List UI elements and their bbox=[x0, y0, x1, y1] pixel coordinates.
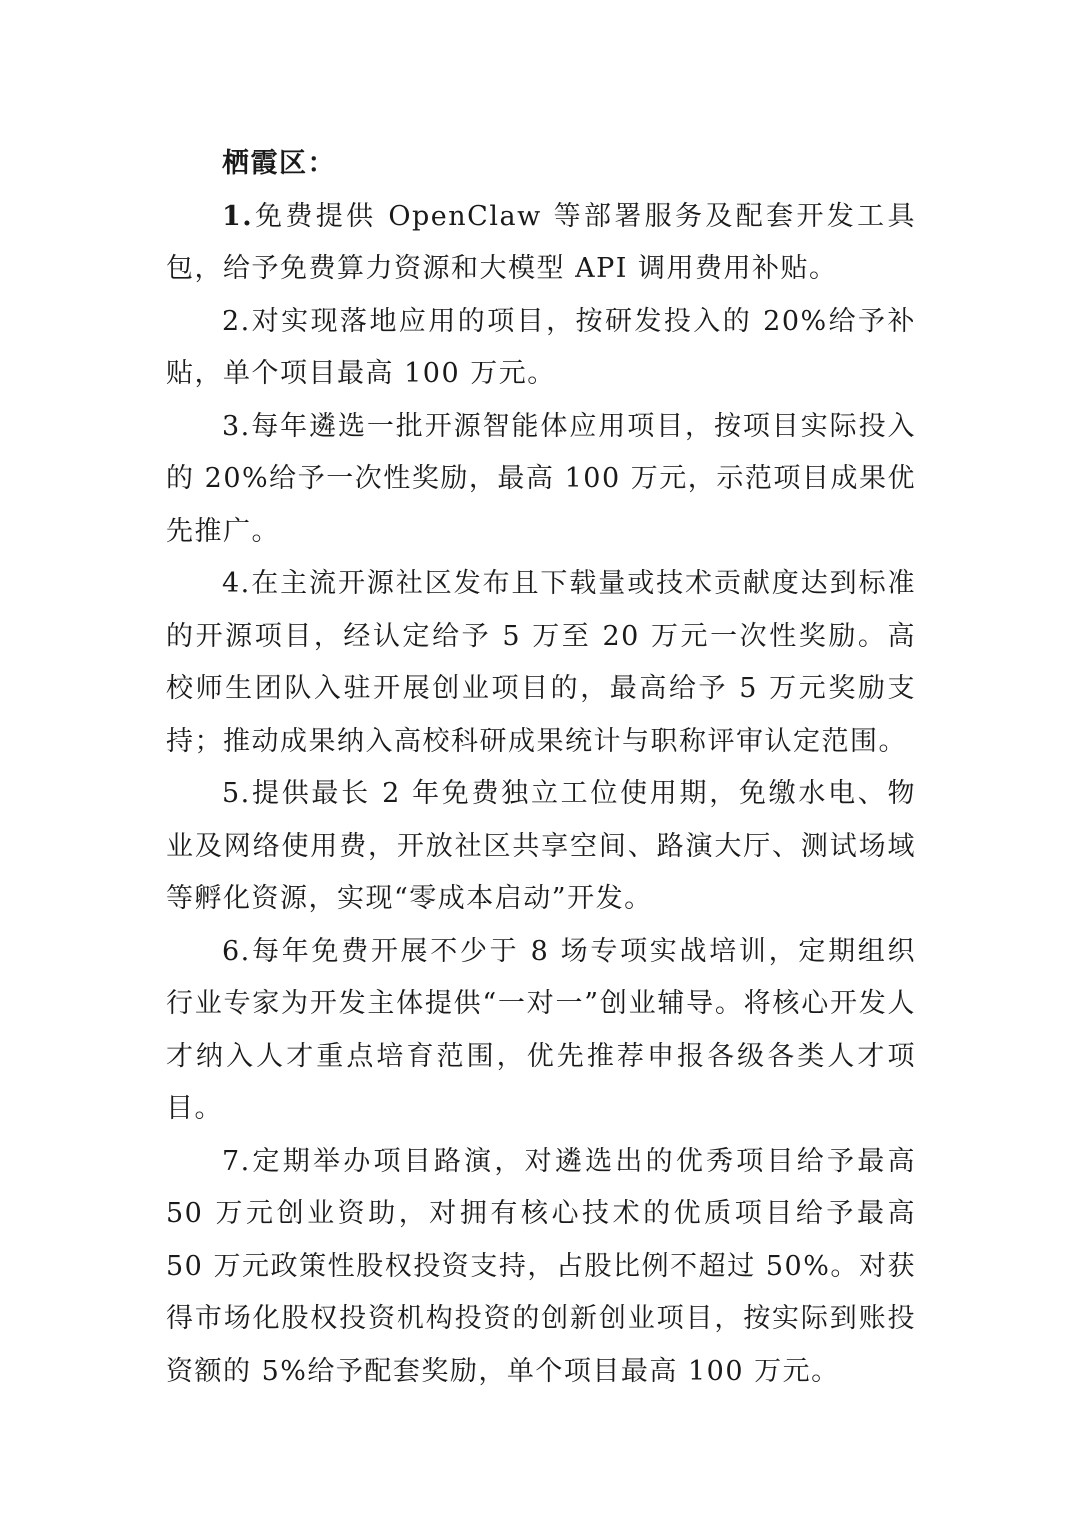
item-number: 7. bbox=[222, 1145, 251, 1177]
item-text: 每年遴选一批开源智能体应用项目，按项目实际投入的 20%给予一次性奖励，最高 100 万元，示范项目成果优先推广。 bbox=[166, 410, 916, 547]
item-number: 5. bbox=[222, 778, 251, 809]
policy-item-5 bbox=[166, 768, 916, 926]
item-text: 每年免费开展不少于 8 场专项实战培训，定期组织行业专家为开发主体提供“一对一”创业辅导。将核心开发人才纳入人才重点培育范围，优先推荐申报各级各类人才项目。 bbox=[166, 935, 916, 1124]
item-number: 6. bbox=[222, 935, 251, 967]
item-number: 1. bbox=[222, 200, 254, 232]
item-text: 在主流开源社区发布且下载量或技术贡献度达到标准的开源项目，经认定给予 5 万至 20 万元一次性奖励。高校师生团队入驻开展创业项目的，最高给予 5 万元奖励支持；推动成果纳入高校科研成果统计与职称评审认定范围。 bbox=[166, 568, 916, 757]
policy-item-2 bbox=[166, 296, 916, 401]
district-heading: 栖霞区： bbox=[222, 148, 336, 179]
item-text: 免费提供 OpenClaw 等部署服务及配套开发工具包，给予免费算力资源和大模型 API 调用费用补贴。 bbox=[166, 200, 916, 284]
item-text: 定期举办项目路演，对遴选出的优秀项目给予最高 50 万元创业资助，对拥有核心技术的优质项目给予最高 50 万元政策性股权投资支持，占股比例不超过 50%。对获得市场化股权投资机构投资的创新创业项目，按实际到账投资额的 5%给予配套奖励，单个项目最高 100 万元。 bbox=[166, 1145, 916, 1387]
item-number: 3. bbox=[222, 410, 251, 442]
policy-item-1 bbox=[166, 191, 916, 296]
policy-item-3 bbox=[166, 401, 916, 559]
item-number: 4. bbox=[222, 568, 251, 599]
item-number: 2. bbox=[222, 305, 251, 337]
item-text: 提供最长 2 年免费独立工位使用期，免缴水电、物业及网络使用费，开放社区共享空间、路演大厅、测试场域等孵化资源，实现“零成本启动”开发。 bbox=[166, 778, 916, 914]
policy-item-4 bbox=[166, 558, 916, 768]
policy-item-7 bbox=[166, 1136, 916, 1399]
document-body bbox=[166, 138, 916, 1398]
item-text: 对实现落地应用的项目，按研发投入的 20%给予补贴，单个项目最高 100 万元。 bbox=[166, 305, 916, 389]
policy-item-6 bbox=[166, 926, 916, 1136]
